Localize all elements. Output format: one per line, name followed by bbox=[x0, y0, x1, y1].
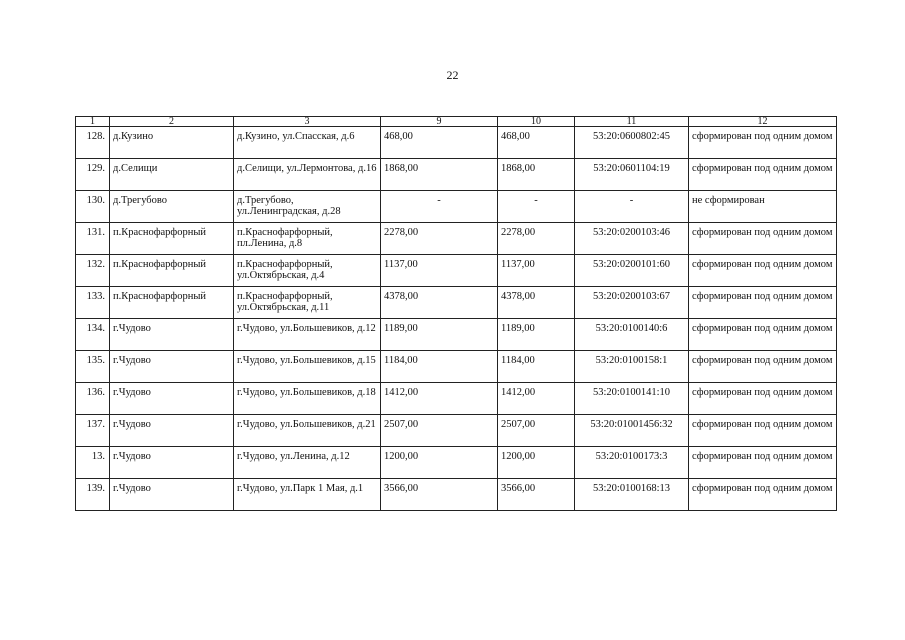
address-cell: п.Краснофарфорный, ул.Октябрьская, д.4 bbox=[234, 255, 381, 287]
address-cell: г.Чудово, ул.Парк 1 Мая, д.1 bbox=[234, 479, 381, 511]
address-cell: д.Кузино, ул.Спасская, д.6 bbox=[234, 127, 381, 159]
area-cell: 1137,00 bbox=[381, 255, 498, 287]
area-cell-2: 468,00 bbox=[498, 127, 575, 159]
area-cell: 1412,00 bbox=[381, 383, 498, 415]
table-row bbox=[76, 383, 837, 415]
column-header: 12 bbox=[689, 117, 837, 127]
area-cell-2: 1184,00 bbox=[498, 351, 575, 383]
area-cell-2: 2507,00 bbox=[498, 415, 575, 447]
area-cell: 1868,00 bbox=[381, 159, 498, 191]
status-cell: сформирован под одним домом bbox=[689, 479, 837, 511]
row-number-cell: 13. bbox=[76, 447, 110, 479]
address-cell: г.Чудово, ул.Большевиков, д.21 bbox=[234, 415, 381, 447]
land-plots-table bbox=[75, 116, 837, 511]
address-cell: п.Краснофарфорный, ул.Октябрьская, д.11 bbox=[234, 287, 381, 319]
row-number-cell: 136. bbox=[76, 383, 110, 415]
row-number-cell: 137. bbox=[76, 415, 110, 447]
cadastral-number-cell: 53:20:0601104:19 bbox=[575, 159, 689, 191]
cadastral-number-cell: 53:20:0100141:10 bbox=[575, 383, 689, 415]
status-cell: сформирован под одним домом bbox=[689, 223, 837, 255]
column-header: 9 bbox=[381, 117, 498, 127]
area-cell: 2507,00 bbox=[381, 415, 498, 447]
settlement-cell: г.Чудово bbox=[110, 351, 234, 383]
address-cell: г.Чудово, ул.Большевиков, д.15 bbox=[234, 351, 381, 383]
area-cell-2: 4378,00 bbox=[498, 287, 575, 319]
cadastral-number-cell: 53:20:0100173:3 bbox=[575, 447, 689, 479]
table-body bbox=[76, 127, 837, 511]
area-cell: 4378,00 bbox=[381, 287, 498, 319]
settlement-cell: д.Кузино bbox=[110, 127, 234, 159]
area-cell: 1189,00 bbox=[381, 319, 498, 351]
area-cell: 1184,00 bbox=[381, 351, 498, 383]
status-cell: не сформирован bbox=[689, 191, 837, 223]
status-cell: сформирован под одним домом bbox=[689, 415, 837, 447]
area-cell: - bbox=[381, 191, 498, 223]
area-cell-2: 1137,00 bbox=[498, 255, 575, 287]
cadastral-number-cell: 53:20:0100168:13 bbox=[575, 479, 689, 511]
settlement-cell: г.Чудово bbox=[110, 479, 234, 511]
cadastral-number-cell: 53:20:0200103:67 bbox=[575, 287, 689, 319]
cadastral-number-cell: - bbox=[575, 191, 689, 223]
status-cell: сформирован под одним домом bbox=[689, 287, 837, 319]
cadastral-number-cell: 53:20:0600802:45 bbox=[575, 127, 689, 159]
address-cell: д.Селищи, ул.Лермонтова, д.16 bbox=[234, 159, 381, 191]
row-number-cell: 129. bbox=[76, 159, 110, 191]
table-row bbox=[76, 319, 837, 351]
table-header-row bbox=[76, 117, 837, 127]
area-cell-2: 1200,00 bbox=[498, 447, 575, 479]
row-number-cell: 139. bbox=[76, 479, 110, 511]
status-cell: сформирован под одним домом bbox=[689, 319, 837, 351]
table-row bbox=[76, 223, 837, 255]
status-cell: сформирован под одним домом bbox=[689, 127, 837, 159]
status-cell: сформирован под одним домом bbox=[689, 159, 837, 191]
column-header: 1 bbox=[76, 117, 110, 127]
settlement-cell: г.Чудово bbox=[110, 415, 234, 447]
area-cell: 2278,00 bbox=[381, 223, 498, 255]
area-cell-2: 1189,00 bbox=[498, 319, 575, 351]
settlement-cell: г.Чудово bbox=[110, 319, 234, 351]
cadastral-number-cell: 53:20:0200103:46 bbox=[575, 223, 689, 255]
settlement-cell: п.Краснофарфорный bbox=[110, 223, 234, 255]
area-cell: 3566,00 bbox=[381, 479, 498, 511]
settlement-cell: п.Краснофарфорный bbox=[110, 287, 234, 319]
table-row bbox=[76, 287, 837, 319]
cadastral-number-cell: 53:20:0100140:6 bbox=[575, 319, 689, 351]
row-number-cell: 130. bbox=[76, 191, 110, 223]
row-number-cell: 131. bbox=[76, 223, 110, 255]
settlement-cell: г.Чудово bbox=[110, 383, 234, 415]
status-cell: сформирован под одним домом bbox=[689, 447, 837, 479]
status-cell: сформирован под одним домом bbox=[689, 351, 837, 383]
settlement-cell: д.Трегубово bbox=[110, 191, 234, 223]
table-row bbox=[76, 351, 837, 383]
address-cell: г.Чудово, ул.Большевиков, д.18 bbox=[234, 383, 381, 415]
row-number-cell: 132. bbox=[76, 255, 110, 287]
column-header: 2 bbox=[110, 117, 234, 127]
address-cell: г.Чудово, ул.Ленина, д.12 bbox=[234, 447, 381, 479]
area-cell-2: 2278,00 bbox=[498, 223, 575, 255]
row-number-cell: 128. bbox=[76, 127, 110, 159]
table-row bbox=[76, 159, 837, 191]
table-row bbox=[76, 479, 837, 511]
settlement-cell: г.Чудово bbox=[110, 447, 234, 479]
cadastral-number-cell: 53:20:0100158:1 bbox=[575, 351, 689, 383]
column-header: 10 bbox=[498, 117, 575, 127]
column-header: 11 bbox=[575, 117, 689, 127]
address-cell: п.Краснофарфорный, пл.Ленина, д.8 bbox=[234, 223, 381, 255]
page-number: 22 bbox=[446, 68, 459, 82]
area-cell-2: - bbox=[498, 191, 575, 223]
status-cell: сформирован под одним домом bbox=[689, 383, 837, 415]
settlement-cell: д.Селищи bbox=[110, 159, 234, 191]
area-cell-2: 3566,00 bbox=[498, 479, 575, 511]
area-cell: 1200,00 bbox=[381, 447, 498, 479]
status-cell: сформирован под одним домом bbox=[689, 255, 837, 287]
settlement-cell: п.Краснофарфорный bbox=[110, 255, 234, 287]
cadastral-number-cell: 53:20:0200101:60 bbox=[575, 255, 689, 287]
address-cell: г.Чудово, ул.Большевиков, д.12 bbox=[234, 319, 381, 351]
table-row bbox=[76, 447, 837, 479]
area-cell: 468,00 bbox=[381, 127, 498, 159]
cadastral-number-cell: 53:20:01001456:32 bbox=[575, 415, 689, 447]
row-number-cell: 134. bbox=[76, 319, 110, 351]
table-row bbox=[76, 415, 837, 447]
table-row bbox=[76, 127, 837, 159]
area-cell-2: 1412,00 bbox=[498, 383, 575, 415]
column-header: 3 bbox=[234, 117, 381, 127]
address-cell: д.Трегубово, ул.Ленинградская, д.28 bbox=[234, 191, 381, 223]
area-cell-2: 1868,00 bbox=[498, 159, 575, 191]
row-number-cell: 133. bbox=[76, 287, 110, 319]
table-row bbox=[76, 255, 837, 287]
table-row bbox=[76, 191, 837, 223]
row-number-cell: 135. bbox=[76, 351, 110, 383]
